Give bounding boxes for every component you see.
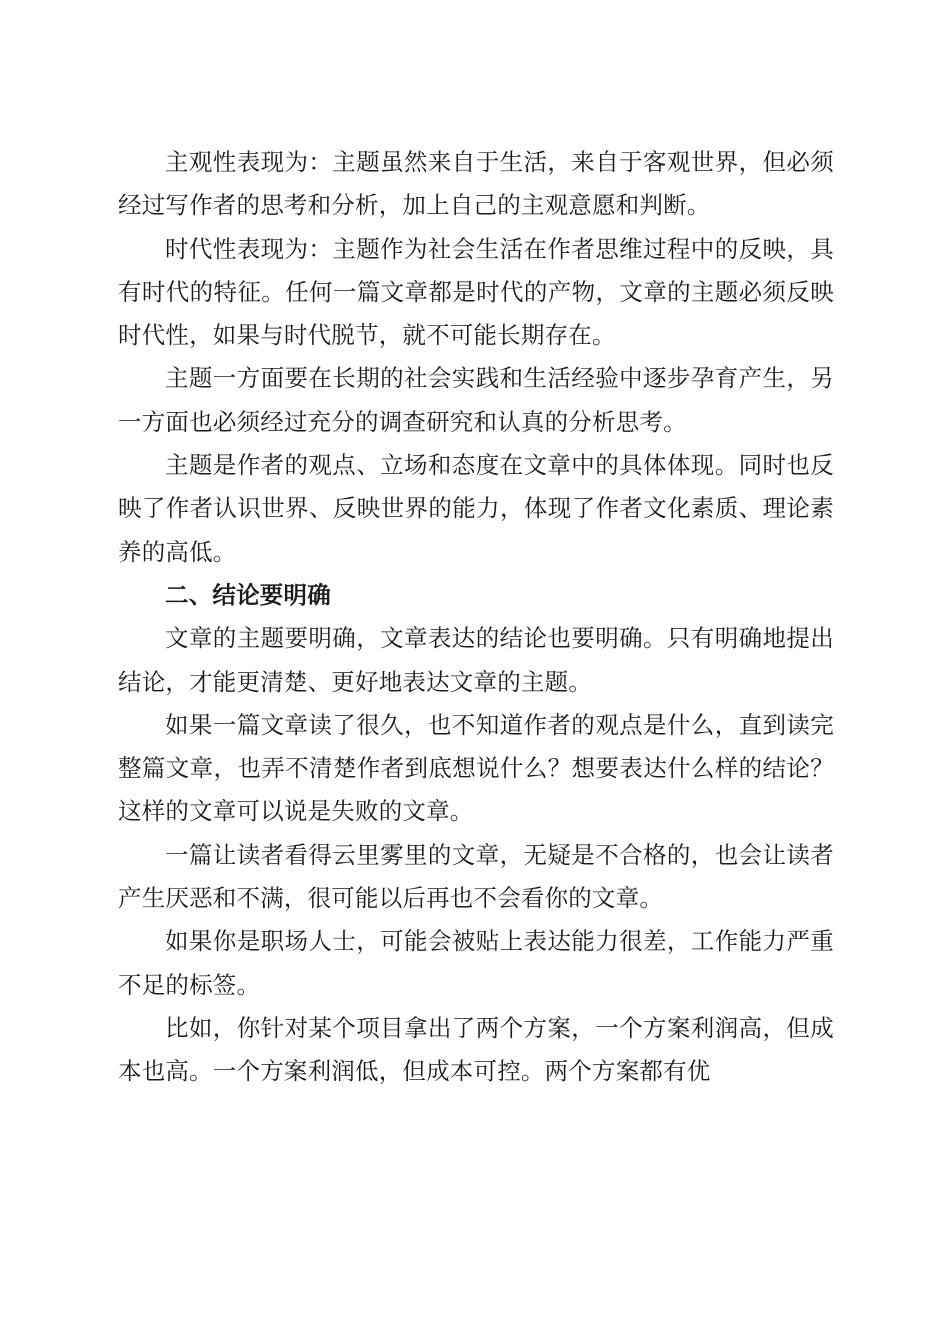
paragraph-timeliness: 时代性表现为：主题作为社会生活在作者思维过程中的反映，具有时代的特征。任何一篇文章都是时代的产物，文章的主题必须反映时代性，如果与时代脱节，就不可能长期存在。 bbox=[118, 234, 834, 350]
paragraph-example: 比如，你针对某个项目拿出了两个方案，一个方案利润高，但成本也高。一个方案利润低，但成本可控。两个方案都有优 bbox=[118, 1013, 834, 1086]
paragraph-clear-conclusion: 文章的主题要明确，文章表达的结论也要明确。只有明确地提出结论，才能更清楚、更好地表达文章的主题。 bbox=[118, 624, 834, 696]
paragraph-workplace: 如果你是职场人士，可能会被贴上表达能力很差，工作能力严重不足的标签。 bbox=[118, 927, 834, 999]
paragraph-theme-formation: 主题一方面要在长期的社会实践和生活经验中逐步孕育产生，另一方面也必须经过充分的调查研究和认真的分析思考。 bbox=[118, 364, 834, 436]
paragraph-theme-embodiment: 主题是作者的观点、立场和态度在文章中的具体体现。同时也反映了作者认识世界、反映世界的能力，体现了作者文化素质、理论素养的高低。 bbox=[118, 451, 834, 566]
paragraph-subjectivity: 主观性表现为：主题虽然来自于生活，来自于客观世界，但必须经过写作者的思考和分析，加上自己的主观意愿和判断。 bbox=[118, 148, 834, 220]
paragraph-unclear-article: 如果一篇文章读了很久，也不知道作者的观点是什么，直到读完整篇文章，也弄不清楚作者到底想说什么？想要表达什么样的结论？这样的文章可以说是失败的文章。 bbox=[118, 710, 834, 826]
document-body bbox=[118, 141, 834, 1094]
paragraph-confused-reader: 一篇让读者看得云里雾里的文章，无疑是不合格的，也会让读者产生厌恶和不满，很可能以后再也不会看你的文章。 bbox=[118, 840, 834, 913]
section-heading: 二、结论要明确 bbox=[165, 580, 331, 609]
